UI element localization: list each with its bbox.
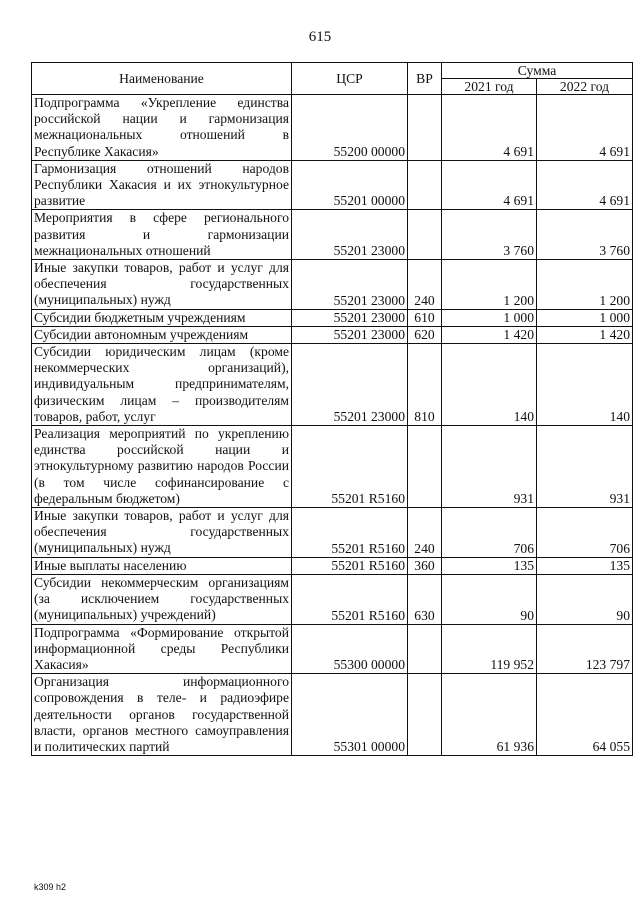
row-sum-2021: 1 420 [442,326,537,343]
table-row [32,426,633,508]
row-sum-2022: 4 691 [537,95,633,161]
row-sum-2021: 4 691 [442,160,537,210]
row-name: Субсидии некоммерческим организациям (за исключением государственных (муниципальных) учреждений) [32,574,292,624]
row-sum-2021: 119 952 [442,624,537,674]
header-vr: ВР [408,63,442,95]
page-number: 615 [308,29,332,45]
table-row [32,210,633,260]
row-csr: 55201 00000 [292,160,408,210]
row-vr: 620 [408,326,442,343]
row-sum-2022: 64 055 [537,674,633,756]
row-sum-2022: 135 [537,557,633,574]
table-header [32,63,633,95]
row-sum-2022: 1 200 [537,260,633,310]
table-row [32,95,633,161]
row-sum-2021: 1 200 [442,260,537,310]
row-csr: 55201 23000 [292,344,408,426]
row-vr [408,210,442,260]
row-vr: 610 [408,309,442,326]
table-row [32,624,633,674]
row-name: Подпрограмма «Формирование открытой информационной среды Республики Хакасия» [32,624,292,674]
header-year-2022: 2022 год [537,79,633,95]
row-name: Гармонизация отношений народов Республики Хакасия и их этнокультурное развитие [32,160,292,210]
row-vr [408,624,442,674]
row-vr [408,674,442,756]
row-csr: 55201 R5160 [292,426,408,508]
row-sum-2021: 61 936 [442,674,537,756]
row-sum-2022: 931 [537,426,633,508]
row-csr: 55201 23000 [292,309,408,326]
row-csr: 55201 23000 [292,210,408,260]
row-name: Субсидии бюджетным учреждениям [32,309,292,326]
row-sum-2022: 140 [537,344,633,426]
row-sum-2022: 3 760 [537,210,633,260]
row-name: Иные закупки товаров, работ и услуг для обеспечения государственных (муниципальных) нужд [32,508,292,558]
row-csr: 55201 R5160 [292,557,408,574]
row-vr: 810 [408,344,442,426]
row-csr: 55200 00000 [292,95,408,161]
row-csr: 55201 23000 [292,326,408,343]
table-row [32,574,633,624]
row-sum-2022: 4 691 [537,160,633,210]
row-sum-2021: 140 [442,344,537,426]
row-sum-2021: 1 000 [442,309,537,326]
row-sum-2021: 3 760 [442,210,537,260]
row-sum-2021: 135 [442,557,537,574]
row-vr: 360 [408,557,442,574]
header-name: Наименование [32,63,292,95]
table-row [32,674,633,756]
row-sum-2021: 931 [442,426,537,508]
row-name: Реализация мероприятий по укреплению единства российской нации и этнокультурному развитию народов России (в том числе софинансирование с федеральным бюджетом) [32,426,292,508]
row-vr: 240 [408,508,442,558]
header-year-2021: 2021 год [442,79,537,95]
table-row [32,508,633,558]
row-name: Подпрограмма «Укрепление единства российской нации и гармонизация межнациональных отношений в Республике Хакасия» [32,95,292,161]
table-body [32,95,633,756]
footer-code: k309 h2 [34,882,67,892]
row-csr: 55201 R5160 [292,574,408,624]
row-sum-2022: 90 [537,574,633,624]
row-sum-2021: 706 [442,508,537,558]
row-name: Субсидии автономным учреждениям [32,326,292,343]
row-sum-2022: 706 [537,508,633,558]
row-name: Организация информационного сопровождения в теле- и радиоэфире деятельности органов государственной власти, органов местного самоуправления и политических партий [32,674,292,756]
row-vr [408,426,442,508]
row-csr: 55300 00000 [292,624,408,674]
table-row [32,557,633,574]
row-sum-2021: 4 691 [442,95,537,161]
row-name: Субсидии юридическим лицам (кроме некоммерческих организаций), индивидуальным предпринимателям, физическим лицам – производителям товаров, работ, услуг [32,344,292,426]
table-row [32,309,633,326]
row-sum-2022: 123 797 [537,624,633,674]
row-vr [408,95,442,161]
row-sum-2022: 1 420 [537,326,633,343]
header-sum: Сумма [442,63,633,79]
row-name: Мероприятия в сфере регионального развития и гармонизации межнациональных отношений [32,210,292,260]
table-row [32,326,633,343]
table-row [32,344,633,426]
row-sum-2022: 1 000 [537,309,633,326]
row-sum-2021: 90 [442,574,537,624]
row-csr: 55201 23000 [292,260,408,310]
table-row [32,260,633,310]
row-vr: 630 [408,574,442,624]
row-vr [408,160,442,210]
budget-table [31,62,633,756]
row-name: Иные выплаты населению [32,557,292,574]
header-csr: ЦСР [292,63,408,95]
row-csr: 55201 R5160 [292,508,408,558]
row-csr: 55301 00000 [292,674,408,756]
table-row [32,160,633,210]
row-name: Иные закупки товаров, работ и услуг для обеспечения государственных (муниципальных) нужд [32,260,292,310]
row-vr: 240 [408,260,442,310]
